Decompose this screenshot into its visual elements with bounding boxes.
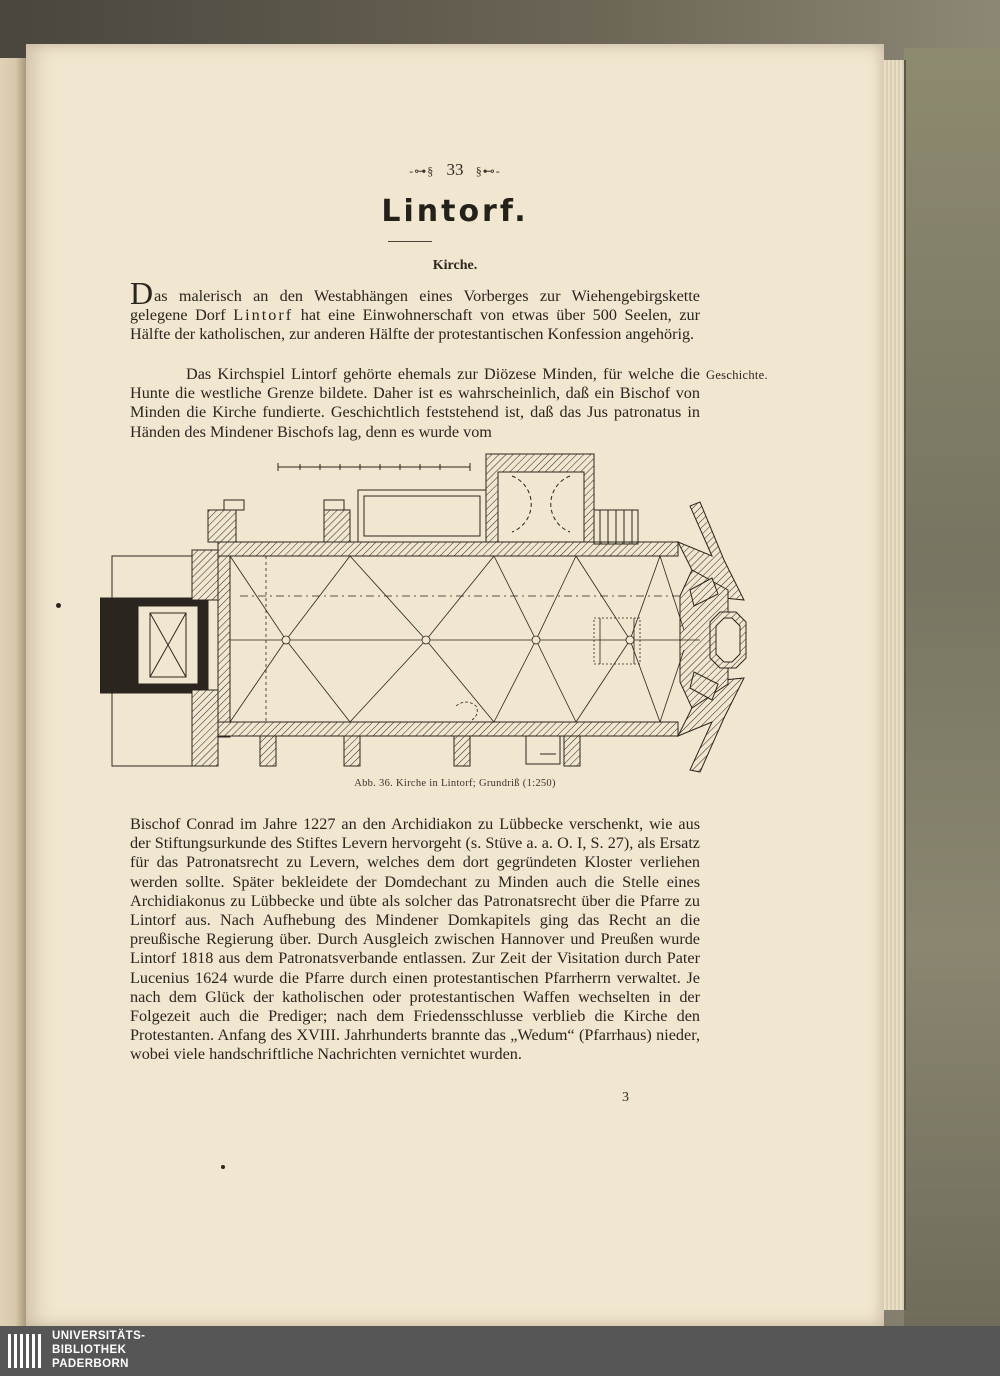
ornament-left: -⊶§ bbox=[409, 164, 435, 178]
library-footer bbox=[0, 1326, 1000, 1376]
margin-note: Geschichte. bbox=[706, 368, 768, 382]
ornament-right: §⊷- bbox=[475, 164, 501, 178]
page-title: Lintorf. bbox=[381, 194, 529, 229]
church-floor-plan bbox=[100, 450, 768, 776]
speck bbox=[221, 1165, 225, 1169]
library-name bbox=[52, 1329, 145, 1371]
speck bbox=[56, 603, 61, 608]
library-name-line3: PADERBORN bbox=[52, 1358, 129, 1370]
page-header bbox=[26, 160, 884, 180]
book-cover bbox=[904, 48, 1000, 1326]
para1-text-a: as malerisch an den Westabhängen eines Vorberges zur Wiehengebirgskette gelegene Dorf bbox=[130, 287, 700, 325]
figure-caption: Abb. 36. Kirche in Lintorf; Grundriß (1:250) bbox=[354, 778, 556, 789]
paragraph-patronage bbox=[130, 815, 700, 1065]
scale-bar bbox=[278, 463, 470, 471]
para1-text-b: hat eine Einwohnerschaft von etwas über 500 Seelen, zur Hälfte der katholischen, zur anderen Hälfte der protestantischen Konfession angehörig. bbox=[130, 306, 700, 344]
library-logo-icon bbox=[6, 1330, 46, 1372]
paragraph-history bbox=[130, 365, 700, 442]
drop-cap: D bbox=[130, 275, 154, 311]
library-name-line2: BIBLIOTHEK bbox=[52, 1344, 127, 1356]
facing-page-edge bbox=[0, 58, 26, 1326]
page-edges bbox=[884, 60, 906, 1310]
para1-place-name: Lintorf bbox=[233, 306, 294, 325]
signature-mark: 3 bbox=[622, 1090, 629, 1105]
page-number: 33 bbox=[446, 160, 464, 179]
library-name-line1: UNIVERSITÄTS- bbox=[52, 1330, 146, 1342]
title-rule bbox=[388, 241, 432, 242]
para3-text: Bischof Conrad im Jahre 1227 an den Archidiakon zu Lübbecke verschenkt, wie aus der Stiftungsurkunde des Stiftes Levern hervorgeht (s. Stüve a. a. O. I, S. 27), als Ersatz für das Patronatsrecht zu Levern, welches dem dort gegründeten Kloster verliehen werden sollte. Später bekleidete der Domdechant zu Minden auch die Stelle eines Archidiakonus zu Lübbecke und übte als solcher das Patronatsrecht über die Pfarre zu Lintorf aus. Nach Aufhebung des Mindener Domkapitels ging das Recht an die preußische Regierung über. Durch Ausgleich zwischen Hannover und Preußen wurde Lintorf 1818 aus dem Patronatsverbande entlassen. Zur Zeit der Visitation durch Pater Lucenius 1624 wurde die Pfarre durch einen protestantischen Pfarrherrn verwaltet. Je nach dem Glück der katholischen oder protestantischen Waffen wechselten in der Folgezeit auch die Prediger; nach dem Friedensschlusse verblieb die Kirche den Protestanten. Anfang des XVIII. Jahrhunderts brannte das „Wedum“ (Pfarrhaus) nieder, wobei viele handschriftliche Nachrichten vernichtet wurden. bbox=[130, 815, 700, 1064]
para2-text: Das Kirchspiel Lintorf gehörte ehemals zur Diözese Minden, für welche die Hunte die westliche Grenze bildete. Daher ist es wahrscheinlich, daß ein Bischof von Minden die Kirche fundierte. Geschichtlich feststehend ist, daß das Jus patronatus in Händen des Mindener Bischofs lag, denn es wurde vom bbox=[130, 365, 700, 441]
section-heading: Kirche. bbox=[432, 258, 478, 273]
paragraph-intro bbox=[130, 275, 700, 345]
